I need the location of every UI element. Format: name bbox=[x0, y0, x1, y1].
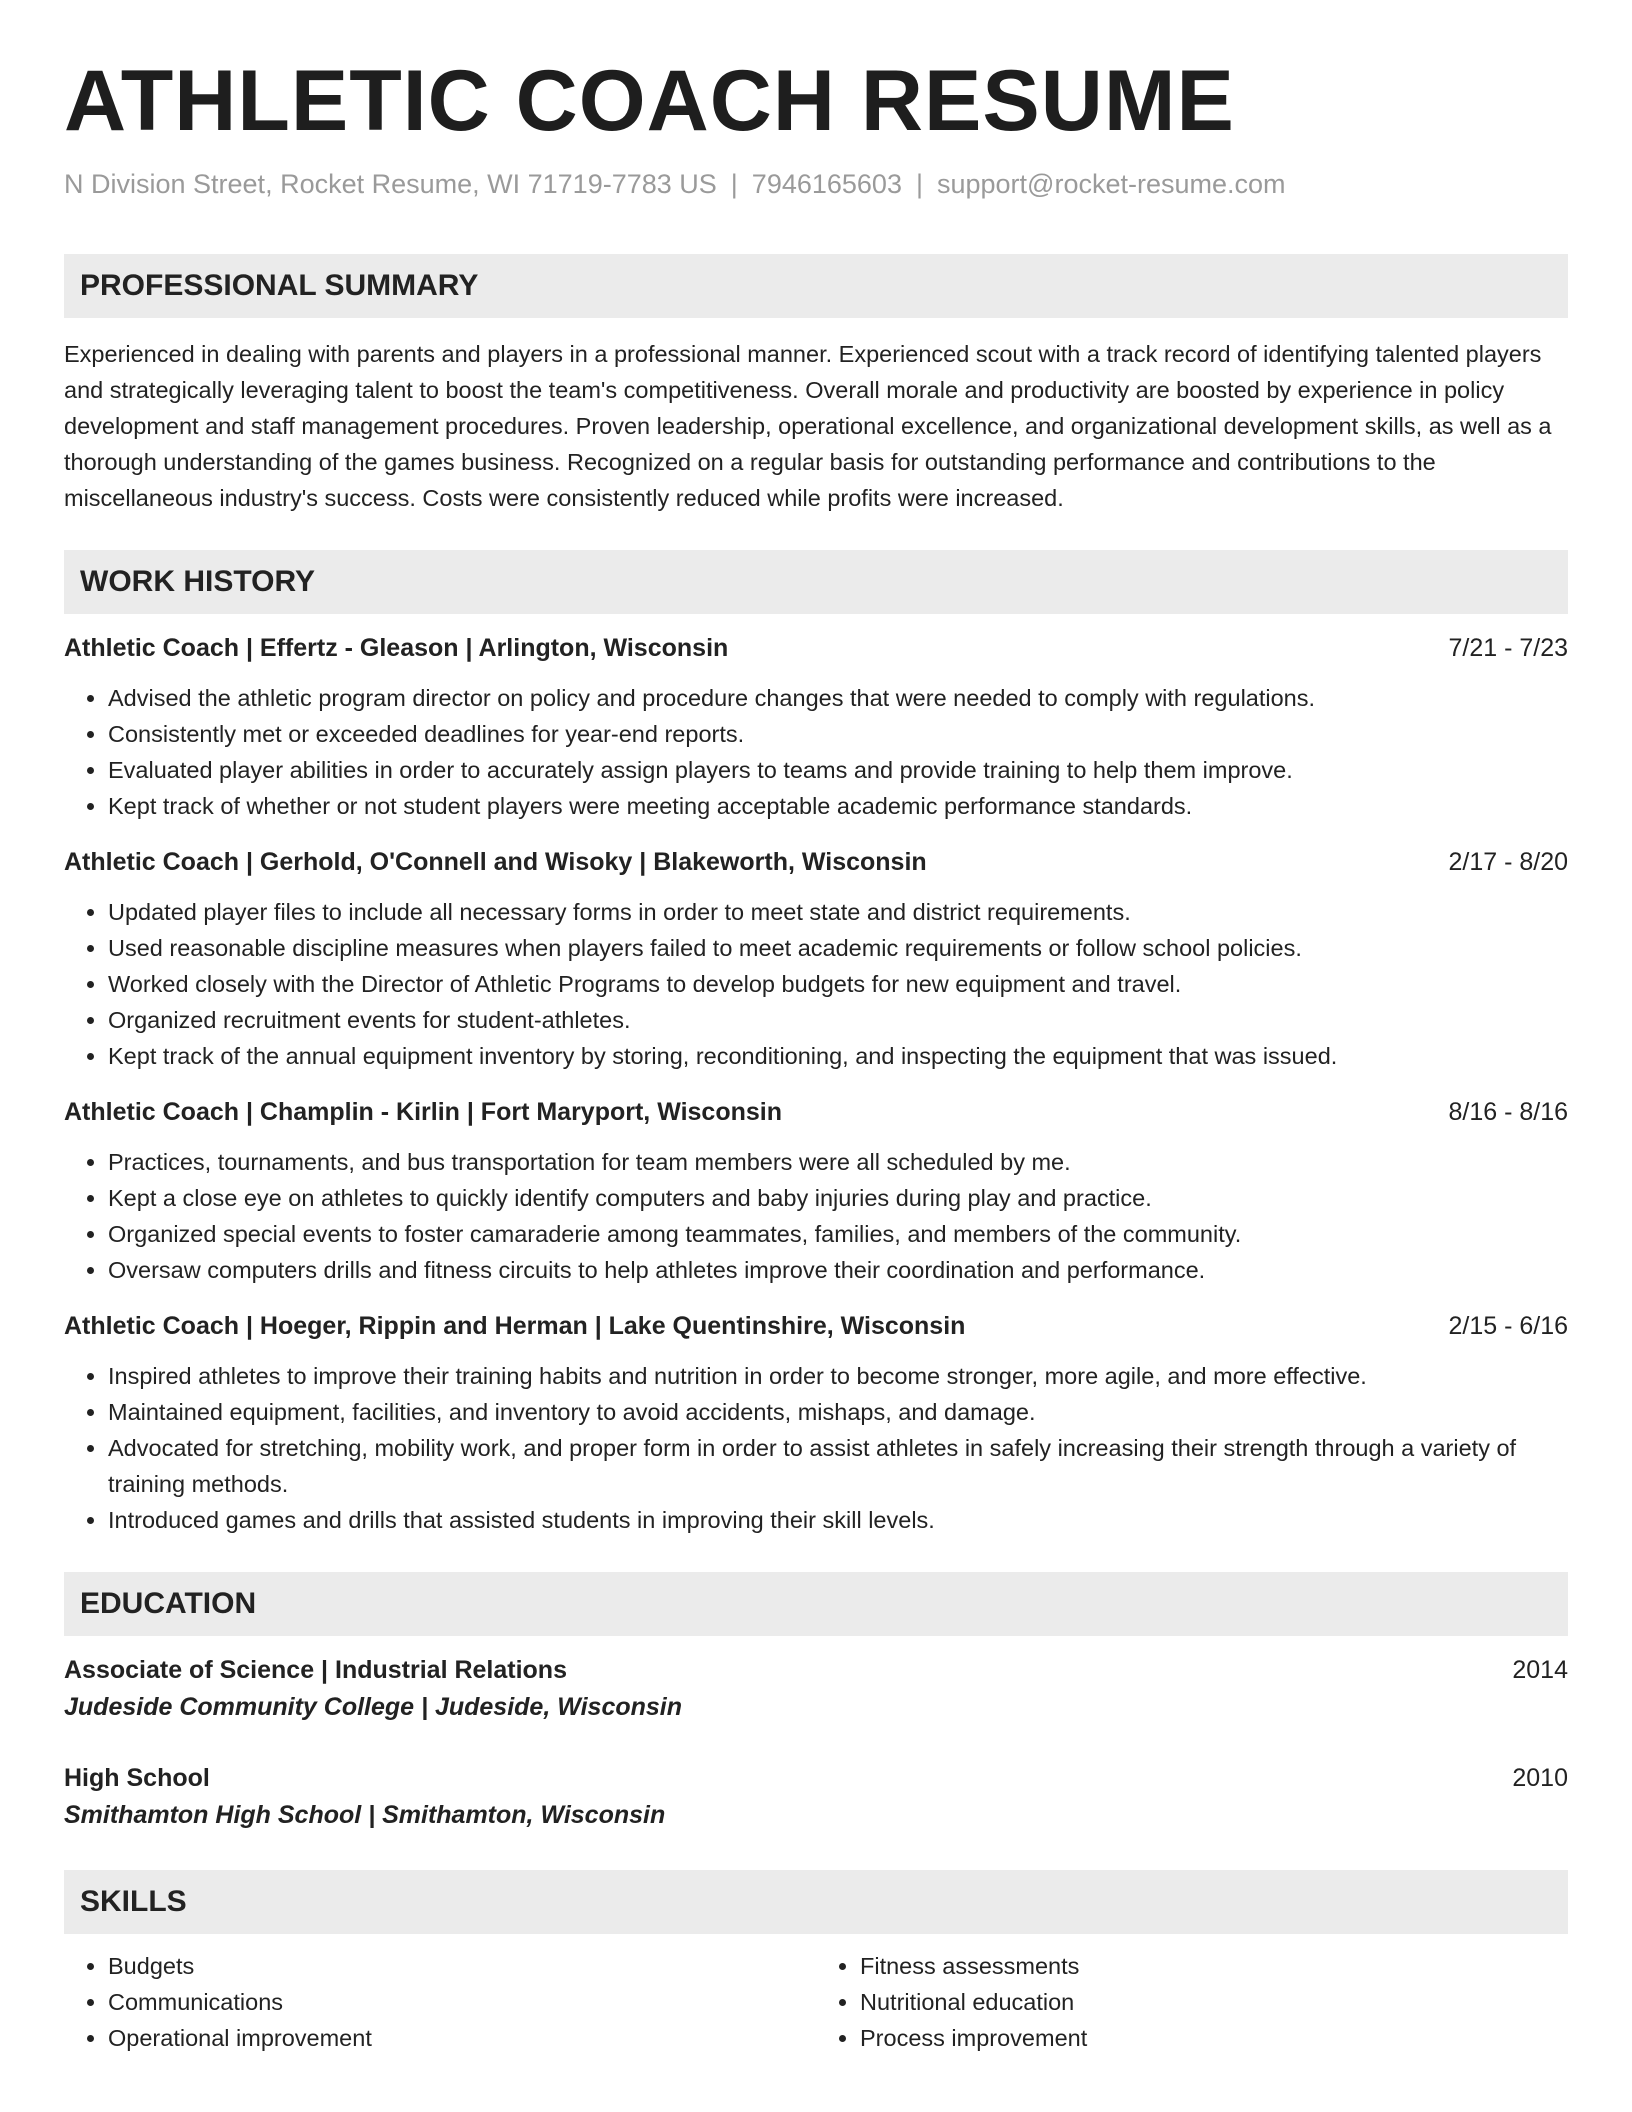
bullet-item: • Oversaw computers drills and fitness circuits to help athletes improve their coordination and performance. bbox=[108, 1252, 1568, 1288]
bullet-item: • Practices, tournaments, and bus transportation for team members were all scheduled by me. bbox=[108, 1144, 1568, 1180]
education-year: 2014 bbox=[1512, 1656, 1568, 1685]
education-year: 2010 bbox=[1512, 1764, 1568, 1793]
bullet-item: • Inspired athletes to improve their training habits and nutrition in order to become stronger, more agile, and more effective. bbox=[108, 1358, 1568, 1394]
job-entry bbox=[64, 630, 1568, 824]
email: support@rocket-resume.com bbox=[936, 169, 1286, 199]
bullet-item: • Updated player files to include all necessary forms in order to meet state and district requirements. bbox=[108, 894, 1568, 930]
skill-item: • Operational improvement bbox=[108, 2020, 816, 2056]
job-title: Athletic Coach | Champlin - Kirlin | Fort Maryport, Wisconsin bbox=[64, 1098, 782, 1127]
job-bullets bbox=[64, 1144, 1568, 1288]
job-bullets bbox=[64, 1358, 1568, 1538]
bullet-item: • Kept a close eye on athletes to quickly identify computers and baby injuries during play and practice. bbox=[108, 1180, 1568, 1216]
bullet-item: • Maintained equipment, facilities, and inventory to avoid accidents, mishaps, and damage. bbox=[108, 1394, 1568, 1430]
bullet-item: • Kept track of whether or not student players were meeting acceptable academic performance standards. bbox=[108, 788, 1568, 824]
bullet-item: • Advocated for stretching, mobility work, and proper form in order to assist athletes in safely increasing their strength through a variety of training methods. bbox=[108, 1430, 1568, 1502]
degree: Associate of Science | Industrial Relations bbox=[64, 1656, 567, 1685]
skill-item: • Nutritional education bbox=[860, 1984, 1568, 2020]
job-title: Athletic Coach | Hoeger, Rippin and Herman | Lake Quentinshire, Wisconsin bbox=[64, 1312, 966, 1341]
skills-list bbox=[64, 1948, 1568, 2056]
bullet-item: • Advised the athletic program director on policy and procedure changes that were needed to comply with regulations. bbox=[108, 680, 1568, 716]
contact-separator: | bbox=[915, 169, 923, 199]
section-header-summary: PROFESSIONAL SUMMARY bbox=[64, 254, 1568, 318]
bullet-item: • Kept track of the annual equipment inventory by storing, reconditioning, and inspecting the equipment that was issued. bbox=[108, 1038, 1568, 1074]
job-entry bbox=[64, 1308, 1568, 1538]
summary-text: Experienced in dealing with parents and players in a professional manner. Experienced scout with a track record of identifying talented players and strategically leveraging talent to boost the team's competitiveness. Overall morale and productivity are boosted by experience in policy development and staff management procedures. Proven leadership, operational excellence, and organizational development skills, as well as a thorough understanding of the games business. Recognized on a regular basis for outstanding performance and contributions to the miscellaneous industry's success. Costs were consistently reduced while profits were increased. bbox=[64, 341, 1552, 512]
job-title: Athletic Coach | Effertz - Gleason | Arlington, Wisconsin bbox=[64, 634, 729, 663]
job-dates: 8/16 - 8/16 bbox=[1448, 1098, 1568, 1127]
resume-page bbox=[64, 53, 1568, 2056]
phone: 7946165603 bbox=[751, 169, 902, 199]
contact-line bbox=[64, 168, 1568, 200]
job-header bbox=[64, 1094, 1568, 1130]
bullet-item: • Organized recruitment events for student-athletes. bbox=[108, 1002, 1568, 1038]
job-dates: 2/15 - 6/16 bbox=[1448, 1312, 1568, 1341]
job-entry bbox=[64, 1094, 1568, 1288]
bullet-item: • Consistently met or exceeded deadlines for year-end reports. bbox=[108, 716, 1568, 752]
contact-separator: | bbox=[730, 169, 738, 199]
degree: High School bbox=[64, 1764, 210, 1793]
bullet-item: • Organized special events to foster camaraderie among teammates, families, and members of the community. bbox=[108, 1216, 1568, 1252]
school: Smithamton High School | Smithamton, Wisconsin bbox=[64, 1801, 666, 1830]
job-bullets bbox=[64, 680, 1568, 824]
skill-item: • Fitness assessments bbox=[860, 1948, 1568, 1984]
education-entry bbox=[64, 1760, 1568, 1834]
address: N Division Street, Rocket Resume, WI 71719-7783 US bbox=[64, 169, 717, 199]
section-header-education: EDUCATION bbox=[64, 1572, 1568, 1636]
skills-column-left bbox=[64, 1948, 816, 2056]
job-dates: 2/17 - 8/20 bbox=[1448, 848, 1568, 877]
bullet-item: • Worked closely with the Director of Athletic Programs to develop budgets for new equipment and travel. bbox=[108, 966, 1568, 1002]
bullet-item: • Evaluated player abilities in order to accurately assign players to teams and provide training to help them improve. bbox=[108, 752, 1568, 788]
job-bullets bbox=[64, 894, 1568, 1074]
skill-item: • Process improvement bbox=[860, 2020, 1568, 2056]
job-dates: 7/21 - 7/23 bbox=[1448, 634, 1568, 663]
job-header bbox=[64, 630, 1568, 666]
bullet-item: • Used reasonable discipline measures when players failed to meet academic requirements or follow school policies. bbox=[108, 930, 1568, 966]
section-header-skills: SKILLS bbox=[64, 1870, 1568, 1934]
skills-column-right bbox=[816, 1948, 1568, 2056]
education-entry bbox=[64, 1652, 1568, 1726]
skill-item: • Budgets bbox=[108, 1948, 816, 1984]
resume-title: ATHLETIC COACH RESUME bbox=[64, 53, 1235, 149]
job-title: Athletic Coach | Gerhold, O'Connell and Wisoky | Blakeworth, Wisconsin bbox=[64, 848, 927, 877]
job-header bbox=[64, 844, 1568, 880]
job-entry bbox=[64, 844, 1568, 1074]
section-header-work-history: WORK HISTORY bbox=[64, 550, 1568, 614]
education-header bbox=[64, 1760, 1568, 1796]
school: Judeside Community College | Judeside, Wisconsin bbox=[64, 1693, 683, 1722]
education-header bbox=[64, 1652, 1568, 1688]
skill-item: • Communications bbox=[108, 1984, 816, 2020]
bullet-item: • Introduced games and drills that assisted students in improving their skill levels. bbox=[108, 1502, 1568, 1538]
job-header bbox=[64, 1308, 1568, 1344]
